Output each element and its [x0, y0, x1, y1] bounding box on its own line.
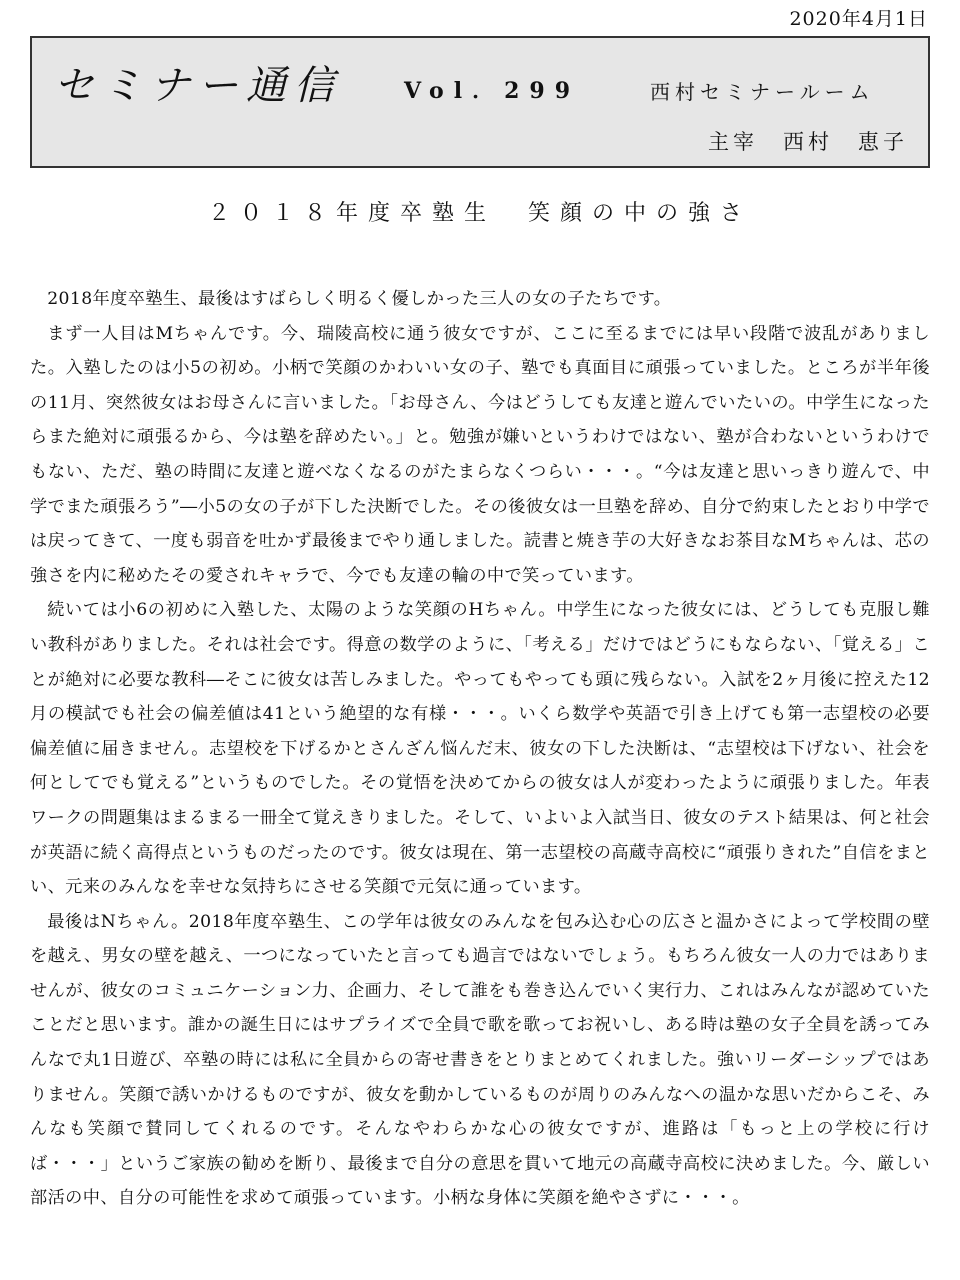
article-body	[30, 282, 930, 1216]
paragraph-n: 最後はNちゃん。2018年度卒塾生、この学年は彼女のみんなを包み込む心の広さと温かさによって学校間の壁を越え、男女の壁を越え、一つになっていたと言っても過言ではないでしょう。もちろん彼女一人の力ではありませんが、彼女のコミュニケーション力、企画力、そして誰をも巻き込んでいく実行力、これはみんなが認めていたことだと思います。誰かの誕生日にはサプライズで全員で歌を歌ってお祝いし、ある時は塾の女子全員を誘ってみんなで丸1日遊び、卒塾の時には私に全員からの寄せ書きをとりまとめてくれました。強いリーダーシップではありません。笑顔で誘いかけるものですが、彼女を動かしているものが周りのみんなへの温かな思いだからこそ、みんなも笑顔で賛同してくれるのです。そんなやわらかな心の彼女ですが、進路は「もっと上の学校に行けば・・・」というご家族の勧めを断り、最後まで自分の意思を貫いて地元の高蔵寺高校に決めました。今、厳しい部活の中、自分の可能性を求めて頑張っています。小柄な身体に笑顔を絶やさずに・・・。	[30, 911, 930, 1209]
host-name: 主宰 西村 恵子	[708, 130, 908, 154]
paragraph-h: 続いては小6の初めに入塾した、太陽のような笑顔のHちゃん。中学生になった彼女には、どうしても克服し難い教科がありました。それは社会です。得意の数学のように、「考える」だけではどうにもならない、「覚える」ことが絶対に必要な教科―そこに彼女は苦しみました。やってもやっても頭に残らない。入試を2ヶ月後に控えた12月の模試でも社会の偏差値は41という絶望的な有様・・・。いくら数学や英語で引き上げても第一志望校の必要偏差値に届きません。志望校を下げるかとさんざん悩んだ末、彼女の下した決断は、“志望校は下げない、社会を何としてでも覚える”というものでした。その覚悟を決めてからの彼女は人が変わったように頑張りました。年表ワークの問題集はまるまる一冊全て覚えきりました。そして、いよいよ入試当日、彼女のテスト結果は、何と社会が英語に続く高得点というものだったのです。彼女は現在、第一志望校の高蔵寺高校に“頑張りきれた”自信をまとい、元来のみんなを幸せな気持ちにさせる笑顔で元気に通っています。	[30, 600, 930, 898]
organization-name: 西村セミナールーム	[650, 80, 875, 104]
paragraph-intro: 2018年度卒塾生、最後はすばらしく明るく優しかった三人の女の子たちです。	[47, 289, 672, 309]
issue-date: 2020年4月1日	[789, 8, 928, 30]
article-title: ２０１８年度卒塾生 笑顔の中の強さ	[207, 201, 752, 226]
newsletter-header	[30, 36, 930, 168]
newsletter-title: セミナー通信	[54, 63, 342, 109]
paragraph-m: まず一人目はMちゃんです。今、瑞陵高校に通う彼女ですが、ここに至るまでには早い段階で波乱がありました。入塾したのは小5の初め。小柄で笑顔のかわいい女の子、塾でも真面目に頑張っていました。ところが半年後の11月、突然彼女はお母さんに言いました。「お母さん、今はどうしても友達と遊んでいたいの。中学生になったらまた絶対に頑張るから、今は塾を辞めたい。」と。勉強が嫌いというわけではない、塾が合わないというわけでもない、ただ、塾の時間に友達と遊べなくなるのがたまらなくつらい・・・。“今は友達と思いっきり遊んで、中学でまた頑張ろう”―小5の女の子が下した決断でした。その後彼女は一旦塾を辞め、自分で約束したとおり中学では戻ってきて、一度も弱音を吐かず最後までやり通しました。読書と焼き芋の大好きなお茶目なMちゃんは、芯の強さを内に秘めたその愛されキャラで、今でも友達の輪の中で笑っています。	[30, 323, 930, 586]
volume-number: Vol．299	[404, 78, 581, 104]
